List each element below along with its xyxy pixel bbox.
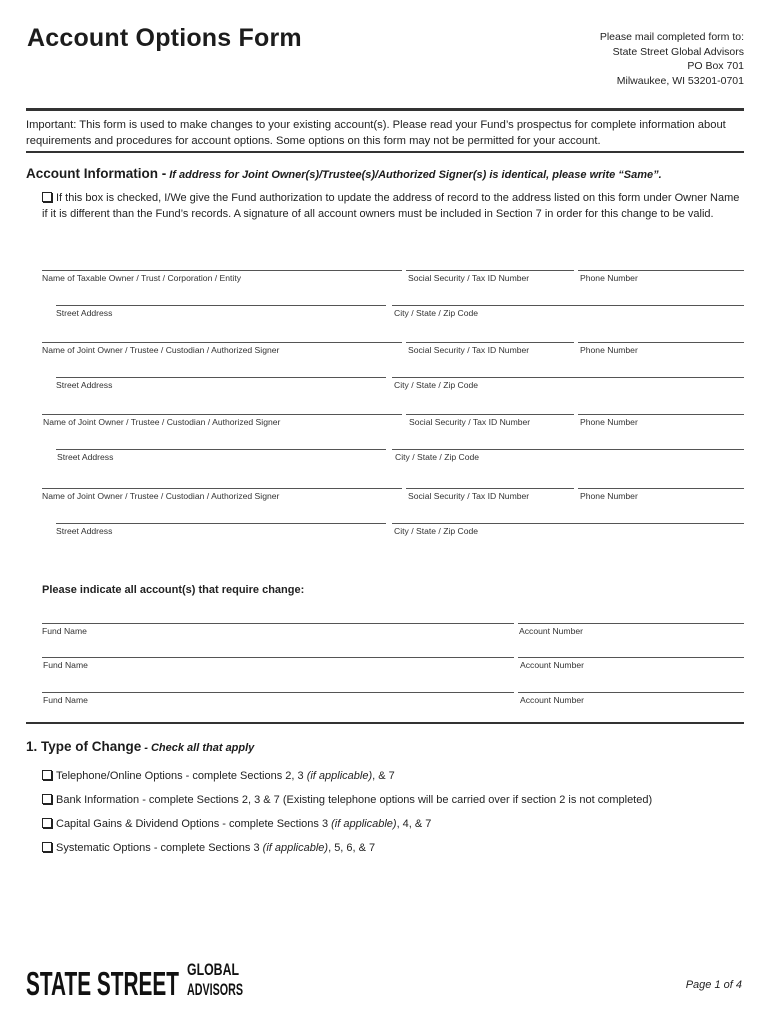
systematic-options-checkbox[interactable] bbox=[42, 842, 52, 852]
joint-owner-phone-field[interactable] bbox=[578, 342, 744, 343]
mailing-address bbox=[600, 30, 744, 88]
owner-city-field[interactable] bbox=[392, 305, 744, 306]
joint-owner-city-field[interactable] bbox=[392, 523, 744, 524]
telephone-online-checkbox[interactable] bbox=[42, 770, 52, 780]
important-notice: Important: This form is used to make changes to your existing account(s). Please read your Fund’s prospectus for complete information about requirements and procedures for account options. Some options on this form may not be permitted for your account. bbox=[26, 119, 726, 147]
joint-owner-phone-field[interactable] bbox=[578, 488, 744, 489]
owner-ssn-label: Social Security / Tax ID Number bbox=[408, 273, 530, 283]
joint-owner-phone-field[interactable] bbox=[578, 414, 744, 415]
owner-phone-field[interactable] bbox=[578, 270, 744, 271]
account-number-field[interactable] bbox=[518, 657, 744, 658]
joint-owner-city-field[interactable] bbox=[392, 377, 744, 378]
option-text: Systematic Options - complete Sections 3 bbox=[56, 842, 263, 854]
bank-information-checkbox[interactable] bbox=[42, 794, 52, 804]
option-text-end: , 5, 6, & 7 bbox=[328, 842, 376, 854]
option-note: (if applicable) bbox=[262, 842, 329, 854]
account-info-title: Account Information - bbox=[26, 166, 167, 181]
fund-name-field[interactable] bbox=[42, 692, 514, 693]
accounts-prompt: Please indicate all account(s) that require change: bbox=[42, 584, 305, 596]
joint-owner-name-label: Name of Joint Owner / Trustee / Custodian / Authorized Signer bbox=[42, 345, 280, 355]
account-info-subtitle: If address for Joint Owner(s)/Trustee(s)/Authorized Signer(s) is identical, please write “Same”. bbox=[169, 169, 662, 181]
fund-name-label: Fund Name bbox=[42, 626, 87, 636]
account-number-field[interactable] bbox=[518, 692, 744, 693]
page-number: Page 1 of 4 bbox=[685, 979, 742, 991]
option-text: Capital Gains & Dividend Options - complete Sections 3 bbox=[56, 818, 332, 830]
joint-owner-phone-label: Phone Number bbox=[580, 417, 638, 427]
joint-owner-ssn-field[interactable] bbox=[406, 414, 574, 415]
section-divider bbox=[26, 722, 744, 724]
account-info-heading bbox=[26, 166, 662, 181]
fund-name-label: Fund Name bbox=[43, 660, 88, 670]
owner-ssn-field[interactable] bbox=[406, 270, 574, 271]
mail-line: State Street Global Advisors bbox=[612, 45, 744, 58]
owner-name-field[interactable] bbox=[42, 270, 402, 271]
option-text: Telephone/Online Options - complete Sections 2, 3 bbox=[56, 770, 307, 782]
joint-owner-name-field[interactable] bbox=[42, 488, 402, 489]
joint-owner-street-field[interactable] bbox=[56, 523, 386, 524]
joint-owner-street-label: Street Address bbox=[57, 452, 114, 462]
option-text-end: , 4, & 7 bbox=[396, 818, 432, 830]
joint-owner-street-field[interactable] bbox=[56, 449, 386, 450]
fund-name-field[interactable] bbox=[42, 623, 514, 624]
logo-main-text: STATE STREET bbox=[26, 965, 179, 1000]
joint-owner-city-field[interactable] bbox=[392, 449, 744, 450]
authorization-option bbox=[42, 190, 742, 222]
joint-owner-name-label: Name of Joint Owner / Trustee / Custodian / Authorized Signer bbox=[42, 491, 280, 501]
option-note: (if applicable) bbox=[331, 818, 397, 830]
logo-mark bbox=[26, 950, 246, 1000]
systematic-options-option[interactable] bbox=[42, 842, 375, 854]
joint-owner-phone-label: Phone Number bbox=[580, 491, 638, 501]
joint-owner-name-field[interactable] bbox=[42, 414, 402, 415]
capital-gains-option[interactable] bbox=[42, 818, 431, 830]
telephone-online-option[interactable] bbox=[42, 770, 395, 782]
joint-owner-city-label: City / State / Zip Code bbox=[395, 452, 480, 462]
type-of-change-title: 1. Type of Change bbox=[26, 739, 142, 754]
mail-line: PO Box 701 bbox=[687, 60, 744, 72]
authorization-text: If this box is checked, I/We give the Fund authorization to update the address of record to the address listed on this form under Owner Name if it is different than the Fund’s records. A signature of all account owners must be included in Section 7 in order for this change to be valid. bbox=[42, 192, 740, 220]
capital-gains-checkbox[interactable] bbox=[42, 818, 52, 828]
joint-owner-ssn-field[interactable] bbox=[406, 342, 574, 343]
owner-street-field[interactable] bbox=[56, 305, 386, 306]
option-note: (if applicable) bbox=[306, 770, 373, 782]
owner-phone-label: Phone Number bbox=[580, 273, 638, 283]
account-number-label: Account Number bbox=[520, 660, 585, 670]
type-of-change-heading bbox=[26, 739, 254, 754]
option-text: Bank Information - complete Sections 2, 3 & 7 (Existing telephone options will be carried over if section 2 is not completed) bbox=[56, 794, 653, 806]
joint-owner-name-field[interactable] bbox=[42, 342, 402, 343]
owner-name-label: Name of Taxable Owner / Trust / Corporation / Entity bbox=[42, 273, 242, 283]
bank-information-option[interactable] bbox=[42, 794, 652, 806]
joint-owner-street-field[interactable] bbox=[56, 377, 386, 378]
account-number-field[interactable] bbox=[518, 623, 744, 624]
account-number-label: Account Number bbox=[519, 626, 584, 636]
joint-owner-ssn-label: Social Security / Tax ID Number bbox=[409, 417, 531, 427]
fund-name-label: Fund Name bbox=[43, 695, 88, 705]
type-of-change-subtitle: - Check all that apply bbox=[144, 742, 255, 754]
mail-line: Please mail completed form to: bbox=[599, 31, 744, 43]
joint-owner-ssn-label: Social Security / Tax ID Number bbox=[408, 491, 530, 501]
joint-owner-street-label: Street Address bbox=[56, 380, 113, 390]
option-text-end: , & 7 bbox=[372, 770, 395, 782]
account-number-label: Account Number bbox=[520, 695, 585, 705]
joint-owner-city-label: City / State / Zip Code bbox=[394, 380, 479, 390]
header-divider bbox=[26, 108, 744, 111]
mail-line: Milwaukee, WI 53201-0701 bbox=[616, 74, 744, 87]
authorization-checkbox[interactable] bbox=[42, 192, 52, 202]
logo-sub-text: ADVISORS bbox=[187, 980, 243, 999]
notice-divider bbox=[26, 151, 744, 153]
joint-owner-phone-label: Phone Number bbox=[580, 345, 638, 355]
fund-name-field[interactable] bbox=[42, 657, 514, 658]
form-title: Account Options Form bbox=[27, 24, 302, 52]
state-street-logo bbox=[26, 950, 246, 1005]
joint-owner-city-label: City / State / Zip Code bbox=[394, 526, 479, 536]
owner-street-label: Street Address bbox=[56, 308, 113, 318]
joint-owner-name-label: Name of Joint Owner / Trustee / Custodian / Authorized Signer bbox=[43, 417, 281, 427]
logo-sub-text: GLOBAL bbox=[187, 960, 239, 979]
owner-city-label: City / State / Zip Code bbox=[394, 308, 479, 318]
joint-owner-ssn-label: Social Security / Tax ID Number bbox=[408, 345, 530, 355]
joint-owner-street-label: Street Address bbox=[56, 526, 113, 536]
joint-owner-ssn-field[interactable] bbox=[406, 488, 574, 489]
